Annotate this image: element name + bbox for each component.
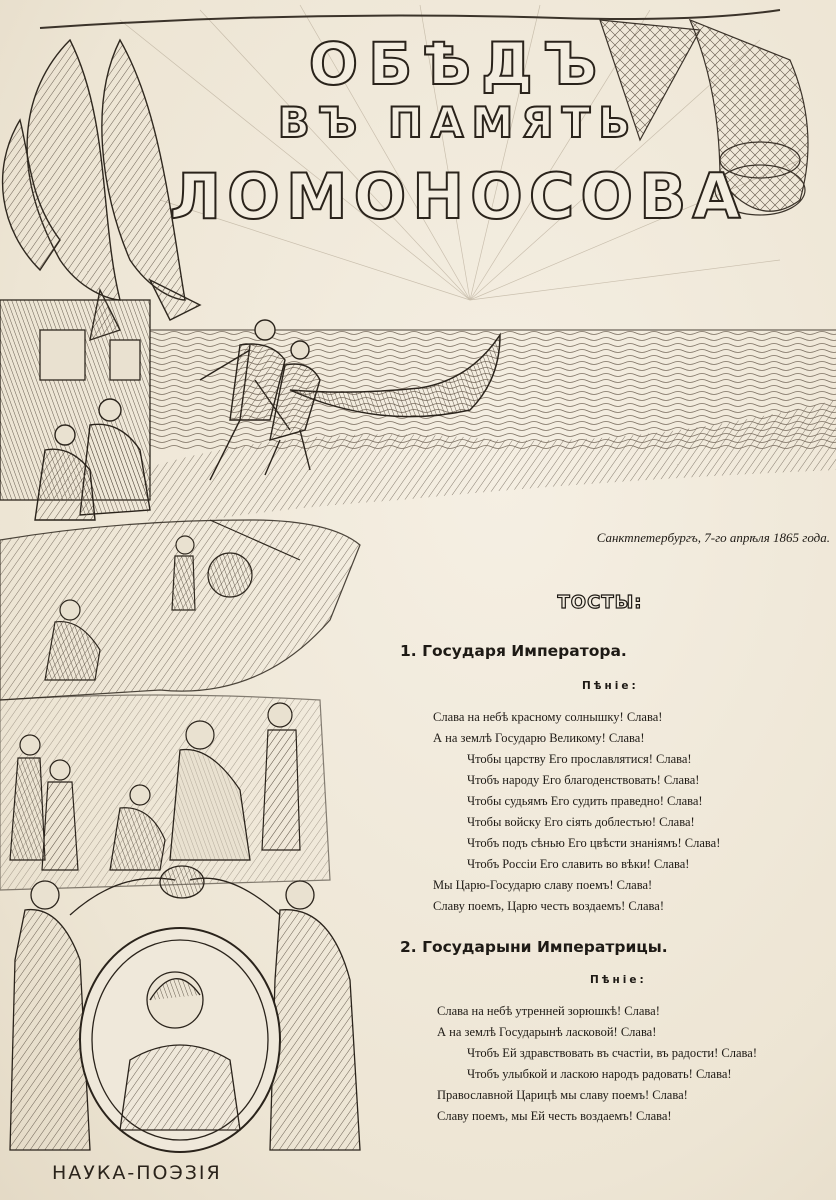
allegory-scene: [0, 695, 330, 890]
muses-and-medallion: [10, 866, 360, 1152]
verse-line: Славу поемъ, Царю честь воздаемъ! Слава!: [433, 899, 664, 913]
verse-line: Чтобы войску Его сіять доблестью! Слава!: [467, 815, 695, 829]
verse-line: Чтобъ Россіи Его славить во вѣки! Слава!: [467, 857, 690, 871]
verse-line: Чтобы царству Его прославлятися! Слава!: [467, 752, 692, 766]
verse-line: Чтобъ подъ сѣнью Его цвѣсти знаніямъ! Слава!: [467, 836, 721, 850]
toasts-title: ТОСТЫ:: [557, 592, 643, 613]
illustration-caption: НАУКА-ПОЭЗІЯ: [52, 1162, 222, 1184]
singing-label: Пѣніе:: [582, 680, 639, 692]
title-line-1: ОБѢДЪ: [308, 30, 608, 98]
section-heading-empress: 2. Государыни Императрицы.: [400, 938, 668, 956]
rope: [40, 10, 780, 28]
verse-line: Чтобъ улыбкой и ласкою народъ радовать! Слава!: [467, 1067, 732, 1081]
verse-line: А на землѣ Государынѣ ласковой! Слава!: [437, 1025, 657, 1039]
verse-line: А на землѣ Государю Великому! Слава!: [433, 731, 645, 745]
verse-line: Слава на небѣ красному солнышку! Слава!: [433, 710, 663, 724]
laboratory-scene: [0, 520, 360, 700]
singing-label: Пѣніе:: [590, 974, 647, 986]
section-heading-emperor: 1. Государя Императора.: [400, 642, 627, 660]
dateline: Санктпетербургъ, 7-го апрѣля 1865 года.: [596, 530, 830, 545]
verse-line: Слава на небѣ утренней зорюшкѣ! Слава!: [437, 1004, 660, 1018]
title-line-2: ВЪ ПАМЯТЬ: [277, 98, 639, 147]
verse-line: Чтобы судьямъ Его судить праведно! Слава!: [467, 794, 703, 808]
verse-line: Чтобъ народу Его благоденствовать! Слава!: [467, 773, 700, 787]
verse-line: Славу поемъ, мы Ей честь воздаемъ! Слава!: [437, 1109, 672, 1123]
verse-line: Мы Царю-Государю славу поемъ! Слава!: [433, 878, 653, 892]
verse-line: Православной Царицѣ мы славу поемъ! Слава!: [437, 1088, 688, 1102]
title-line-3: ЛОМОНОСОВА: [169, 160, 747, 233]
verse-line: Чтобъ Ей здравствовать въ счастіи, въ радости! Слава!: [467, 1046, 757, 1060]
